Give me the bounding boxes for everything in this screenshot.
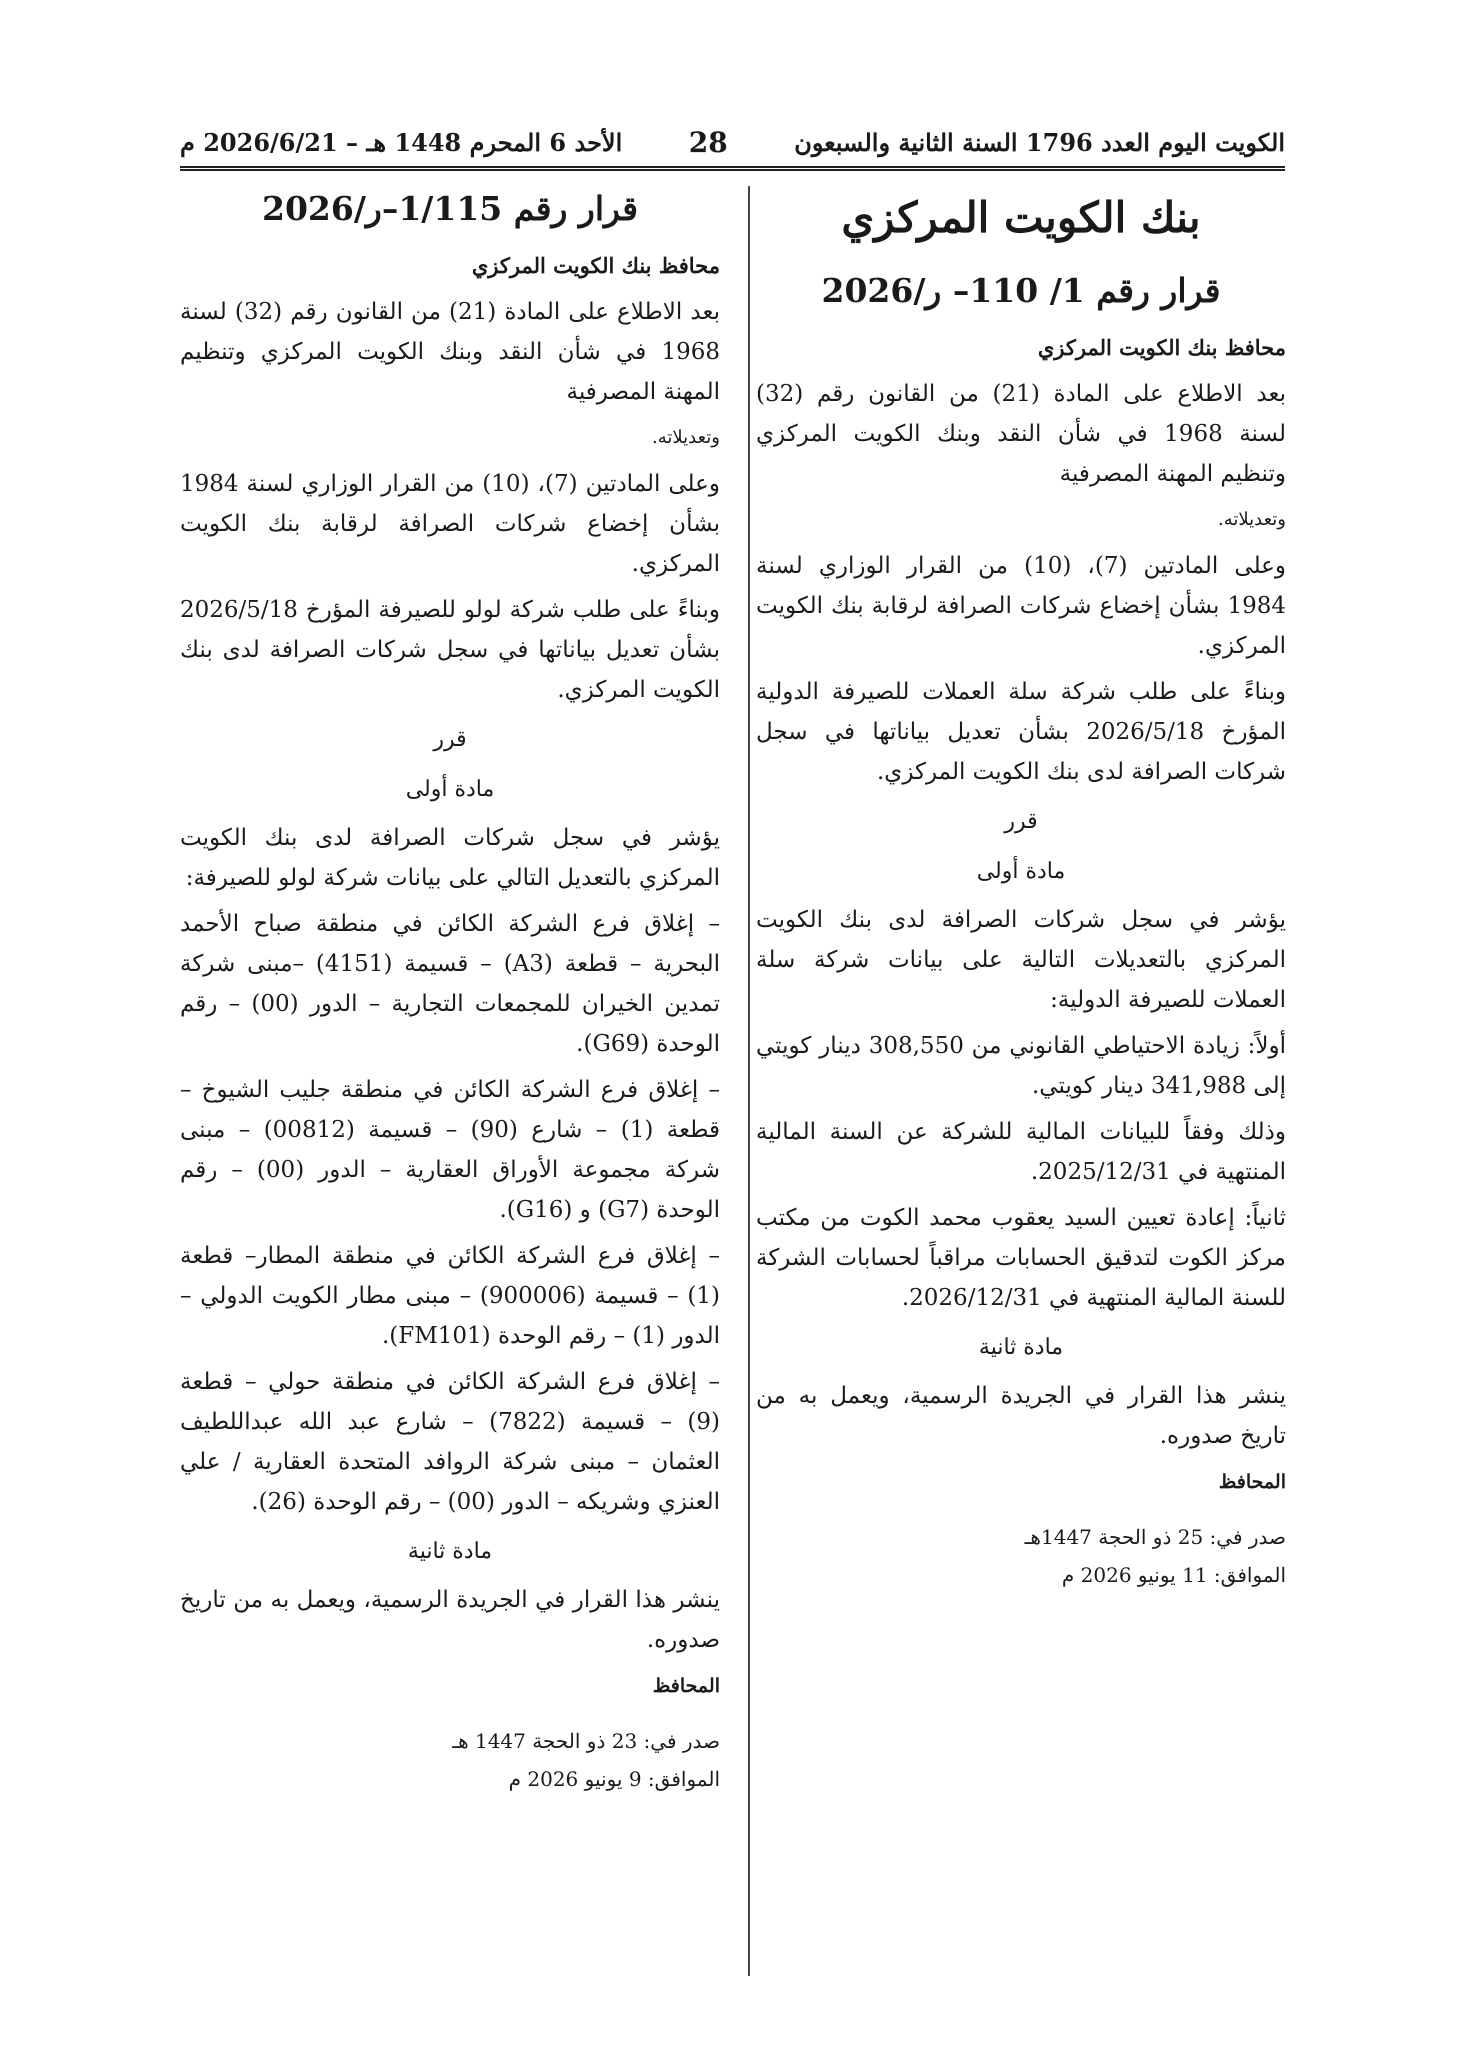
preamble-request: وبناءً على طلب شركة لولو للصيرفة المؤرخ 2026/5/18 بشأن تعديل بياناتها في سجل شركات الصرافة لدى بنك الكويت المركزي. [180,597,720,703]
article-two-text: ينشر هذا القرار في الجريدة الرسمية، ويعمل به من تاريخ صدوره. [756,1383,1286,1449]
corresponding-date: الموافق: 9 يونيو 2026 م [508,1767,720,1791]
signature: المحافظ [652,1675,720,1697]
preamble-request: وبناءً على طلب شركة سلة العملات للصيرفة الدولية المؤرخ 2026/5/18 بشأن تعديل بياناتها في سجل شركات الصرافة لدى بنك الكويت المركزي. [756,679,1287,785]
article-two-heading: مادة ثانية [978,1335,1064,1360]
signature: المحافظ [1218,1471,1286,1493]
decided-heading: قرر [433,727,467,752]
organization-title: بنك الكويت المركزي [841,193,1201,242]
preamble-law: بعد الاطلاع على المادة (21) من القانون رقم (32) لسنة 1968 في شأن النقد وبنك الكويت المركزي وتنظيم المهنة المصرفية [180,299,720,405]
preamble-ministerial: وعلى المادتين (7)، (10) من القرار الوزاري لسنة 1984 بشأن إخضاع شركات الصرافة لرقابة بنك الكويت المركزي. [180,471,721,577]
governor-line: محافظ بنك الكويت المركزي [471,253,720,278]
preamble-law: بعد الاطلاع على المادة (21) من القانون رقم (32) لسنة 1968 في شأن النقد وبنك الكويت المركزي وتنظيم المهنة المصرفية [756,381,1287,487]
decided-heading: قرر [1004,809,1038,834]
header-date: الأحد 6 المحرم 1448 هـ – 2026/6/21 م [180,127,623,157]
page-header [180,118,1285,171]
branch-closure-item: – إغلاق فرع الشركة الكائن في منطقة حولي – قطعة (9) – قسيمة (7822) – شارع عبد الله عبداللطيف العثمان – مبنى شركة الروافد المتحدة العقارية / علي العنزي وشريكه – الدور (00) – رقم الوحدة (26). [180,1369,720,1515]
branch-closure-item: – إغلاق فرع الشركة الكائن في منطقة جليب الشيوخ – قطعة (1) – شارع (90) – قسيمة (00812) – مبنى شركة مجموعة الأوراق العقارية – الدور (00) – رقم الوحدة (G7) و (G16). [180,1077,720,1223]
article-one-basis: وذلك وفقاً للبيانات المالية للشركة عن السنة المالية المنتهية في 2025/12/31. [756,1119,1286,1185]
article-one-heading: مادة أولى [976,859,1066,884]
column-divider [748,186,750,1976]
issue-date: صدر في: 23 ذو الحجة 1447 هـ [452,1729,720,1753]
article-one-item-second: ثانياً: إعادة تعيين السيد يعقوب محمد الكوت من مكتب مركز الكوت لتدقيق الحسابات مراقباً لحسابات الشركة للسنة المالية المنتهية في 2026/12/31. [756,1205,1286,1311]
preamble-law-tail: وتعديلاته. [652,427,720,448]
article-one-heading: مادة أولى [405,777,495,802]
article-one-item-first: أولاً: زيادة الاحتياطي القانوني من 308,550 دينار كويتي إلى 341,988 دينار كويتي. [756,1033,1286,1099]
preamble-law-tail: وتعديلاته. [1218,509,1286,530]
article-two-text: ينشر هذا القرار في الجريدة الرسمية، ويعمل به من تاريخ صدوره. [180,1587,720,1653]
corresponding-date: الموافق: 11 يونيو 2026 م [1061,1563,1286,1587]
decision-title: قرار رقم 1/ 110– ر/2026 [821,271,1221,310]
decision-110-column [756,186,1286,1594]
branch-closure-item: – إغلاق فرع الشركة الكائن في منطقة صباح الأحمد البحرية – قطعة (A3) – قسيمة (4151) –مبنى شركة تمدين الخيران للمجمعات التجارية – الدور (00) – رقم الوحدة (G69). [180,911,720,1057]
branch-closure-item: – إغلاق فرع الشركة الكائن في منطقة المطار– قطعة (1) – قسيمة (900006) – مبنى مطار الكويت الدولي – الدور (1) – رقم الوحدة (FM101). [180,1243,720,1349]
governor-line: محافظ بنك الكويت المركزي [1037,335,1286,360]
decision-115-column [180,186,720,1798]
preamble-ministerial: وعلى المادتين (7)، (10) من القرار الوزاري لسنة 1984 بشأن إخضاع شركات الصرافة لرقابة بنك الكويت المركزي. [756,553,1287,659]
issue-date: صدر في: 25 ذو الحجة 1447هـ [1024,1525,1286,1549]
page-number: 28 [688,125,728,159]
decision-title: قرار رقم 1/115–ر/2026 [261,189,638,228]
header-publication: الكويت اليوم العدد 1796 السنة الثانية والسبعون [794,127,1285,157]
article-one-text: يؤشر في سجل شركات الصرافة لدى بنك الكويت المركزي بالتعديل التالي على بيانات شركة لولو للصيرفة: [180,825,720,891]
article-two-heading: مادة ثانية [407,1539,493,1564]
article-one-text: يؤشر في سجل شركات الصرافة لدى بنك الكويت المركزي بالتعديلات التالية على بيانات شركة سلة العملات للصيرفة الدولية: [756,907,1286,1013]
